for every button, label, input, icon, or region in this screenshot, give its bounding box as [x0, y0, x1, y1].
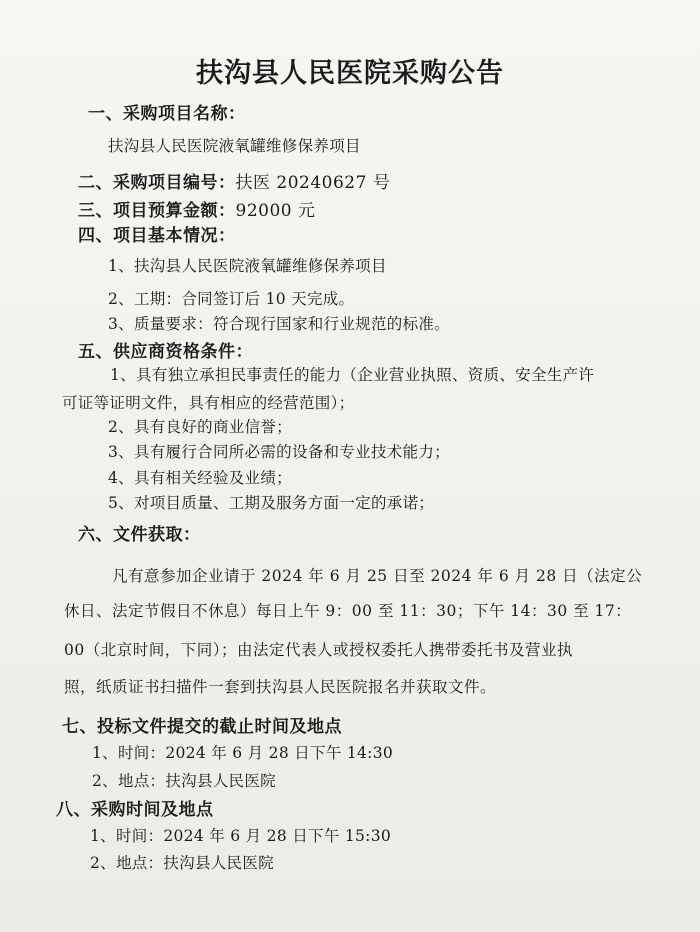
list-item: 2、工期：合同签订后 10 天完成。 — [108, 290, 355, 308]
list-item: 3、具有履行合同所必需的设备和专业技术能力； — [108, 443, 450, 461]
section-3-heading: 三、项目预算金额： — [78, 201, 236, 221]
budget-amount: 92000 元 — [235, 201, 316, 221]
section-6-heading: 六、文件获取： — [78, 525, 201, 545]
section-8-heading: 八、采购时间及地点 — [56, 800, 214, 820]
section-1-heading: 一、采购项目名称： — [88, 104, 246, 124]
list-item: 2、具有良好的商业信誉； — [108, 418, 292, 436]
list-item: 1、时间：2024 年 6 月 28 日下午 15:30 — [90, 827, 392, 845]
list-item: 1、时间：2024 年 6 月 28 日下午 14:30 — [92, 744, 394, 762]
list-item: 2、地点：扶沟县人民医院 — [90, 854, 274, 872]
list-item: 4、具有相关经验及业绩； — [108, 469, 292, 487]
section-5-heading: 五、供应商资格条件： — [78, 342, 253, 362]
section-4-heading: 四、项目基本情况： — [78, 226, 236, 246]
section-3 — [78, 203, 315, 220]
document-title: 扶沟县人民医院采购公告 — [196, 58, 504, 89]
list-item: 3、质量要求：符合现行国家和行业规范的标准。 — [108, 315, 450, 333]
section-2 — [78, 175, 390, 192]
list-item: 1、扶沟县人民医院液氧罐维修保养项目 — [108, 257, 387, 275]
list-item: 5、对项目质量、工期及服务方面一定的承诺； — [108, 494, 435, 512]
paragraph-line: 休日、法定节假日不休息）每日上午 9：00 至 11：30；下午 14：30 至 17： — [64, 602, 632, 620]
paragraph-line: 00（北京时间，下同）；由法定代表人或授权委托人携带委托书及营业执 — [64, 641, 573, 659]
section-2-heading: 二、采购项目编号： — [78, 173, 236, 193]
paragraph-line: 凡有意参加企业请于 2024 年 6 月 25 日至 2024 年 6 月 28 日（法定公 — [112, 567, 643, 585]
paragraph-line: 照，纸质证书扫描件一套到扶沟县人民医院报名并获取文件。 — [64, 678, 497, 696]
project-number: 扶医 20240627 号 — [235, 173, 391, 193]
list-item-continuation: 可证等证明文件，具有相应的经营范围）； — [62, 394, 355, 412]
section-7-heading: 七、投标文件提交的截止时间及地点 — [62, 717, 342, 737]
list-item: 1、具有独立承担民事责任的能力（企业营业执照、资质、安全生产许 — [110, 366, 595, 384]
project-name: 扶沟县人民医院液氧罐维修保养项目 — [108, 137, 361, 155]
list-item: 2、地点：扶沟县人民医院 — [92, 772, 276, 790]
